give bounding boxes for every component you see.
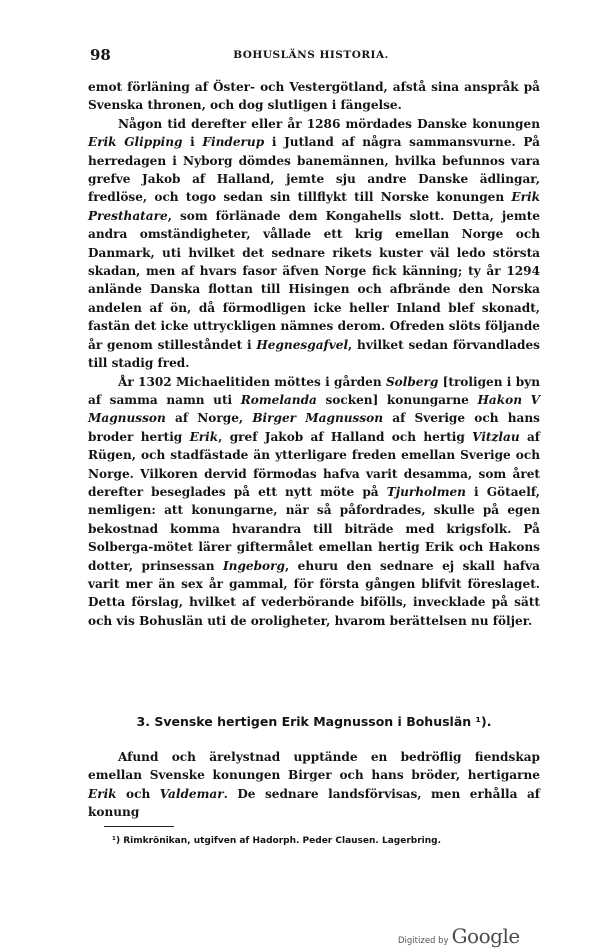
name-emphasis: Valdemar [159, 786, 224, 801]
name-emphasis: Hegnesgafvel [256, 337, 349, 352]
text-run: , ehuru den sednare ej skall hafva varit mer än sex år gammal, för första gången blifvit föreslaget. Detta förslag, hvilket af vederbörande bifölls, invecklade på sätt och vis Bohuslän uti de oroligheter, hvarom berättelsen nu följer. [88, 558, 540, 628]
digitized-watermark [398, 924, 520, 948]
text-run: i Götaelf, nemligen: att konungarne, när så påfordrades, skulle på egen bekostnad komma hvarandra till biträde med krigsfolk. På Solberga-mötet lärer giftermålet emellan hertig Erik och Hakons dotter, prinsessan [88, 484, 540, 573]
text-run: Afund och ärelystnad upptände en bedröflig fiendskap emellan Svenske konungen Birger och hans bröder, hertigarne [88, 750, 540, 783]
footnote-divider [104, 826, 174, 827]
section-heading: 3. Svenske hertigen Erik Magnusson i Bohuslän ¹). [136, 714, 492, 729]
name-emphasis: Hakon V Magnusson [88, 392, 540, 426]
paragraph-1: emot förläning af Öster- och Vestergötland, afstå sina anspråk på Svenska thronen, och dog slutligen i fängelse. [88, 80, 540, 113]
body-text [88, 78, 540, 630]
text-run: af Norge, [165, 411, 253, 426]
text-run: af Sverige och hans broder hertig [88, 411, 540, 444]
name-emphasis: Finderup [202, 135, 265, 150]
name-emphasis: Solberg [385, 374, 439, 389]
name-emphasis: Erik Glipping [88, 135, 183, 150]
text-run: . De sednare landsförvisas, men erhålla af konung [88, 786, 540, 820]
text-run: af Rügen, och stadfästade än ytterligare freden emellan Sverige och Norge. Vilkoren dervid förmodas hafva varit desamma, som året derefter beseglades på ett nytt möte på [88, 429, 540, 499]
name-emphasis: Romelanda [240, 392, 317, 407]
footnote: ¹) Rimkrönikan, utgifven af Hadorph. Peder Clausen. Lagerbring. [112, 836, 441, 846]
text-run: , som förlänade dem Kongahells slott. Detta, jemte andra omständigheter, vållade ett krig emellan Norge och Danmark, uti hvilket det sednare rikets kuster väl ledo största skadan, men af hvars fasor äfven Norge fick känning; ty år 1294 anlände Danska flottan till Hisingen och afbrände den Norska andelen af ön, då förmodligen icke heller Inland blef skonadt, fastän det icke uttryckligen nämnes derom. Ofreden slöts följande år genom stilleståndet i [88, 208, 540, 352]
text-run: [troligen i byn af samma namn uti [88, 374, 540, 407]
name-emphasis: Ingeborg [223, 558, 285, 573]
name-emphasis: Tjurholmen [386, 484, 466, 499]
text-run: Någon tid derefter eller år 1286 mördades Danske konungen [118, 116, 540, 131]
section-paragraph-1 [88, 748, 540, 822]
page-header [90, 46, 532, 66]
text-run: , hvilket sedan förvandlades till stadig fred. [88, 337, 540, 371]
paragraph-3 [88, 373, 540, 631]
digitized-by-text: Digitized by [398, 936, 449, 946]
google-logo: Google [451, 924, 520, 948]
name-emphasis: Erik [88, 786, 117, 801]
text-run: År 1302 Michaelitiden möttes i gården [118, 374, 386, 389]
running-head: BOHUSLÄNS HISTORIA. [233, 49, 389, 61]
text-run: i [182, 135, 203, 150]
name-emphasis: Erik [189, 429, 219, 444]
text-run: och [116, 786, 160, 801]
text-run: socken] konungarne [316, 392, 478, 407]
name-emphasis: Vitzlau [472, 429, 520, 444]
section-text [88, 748, 540, 822]
text-run: , gref Jakob af Halland och hertig [218, 429, 473, 444]
paragraph-2 [88, 115, 540, 373]
page-number: 98 [90, 46, 111, 64]
text-run: i Jutland af några sammansvurne. På herredagen i Nyborg dömdes banemännen, hvilka befunnos vara grefve Jakob af Halland, jemte sju andre Danske ädlingar, fredlöse, och togo sedan sin tillflykt till Norske konungen [88, 135, 541, 205]
name-emphasis: Erik Presthatare [88, 190, 540, 223]
name-emphasis: Birger Magnusson [252, 411, 384, 426]
